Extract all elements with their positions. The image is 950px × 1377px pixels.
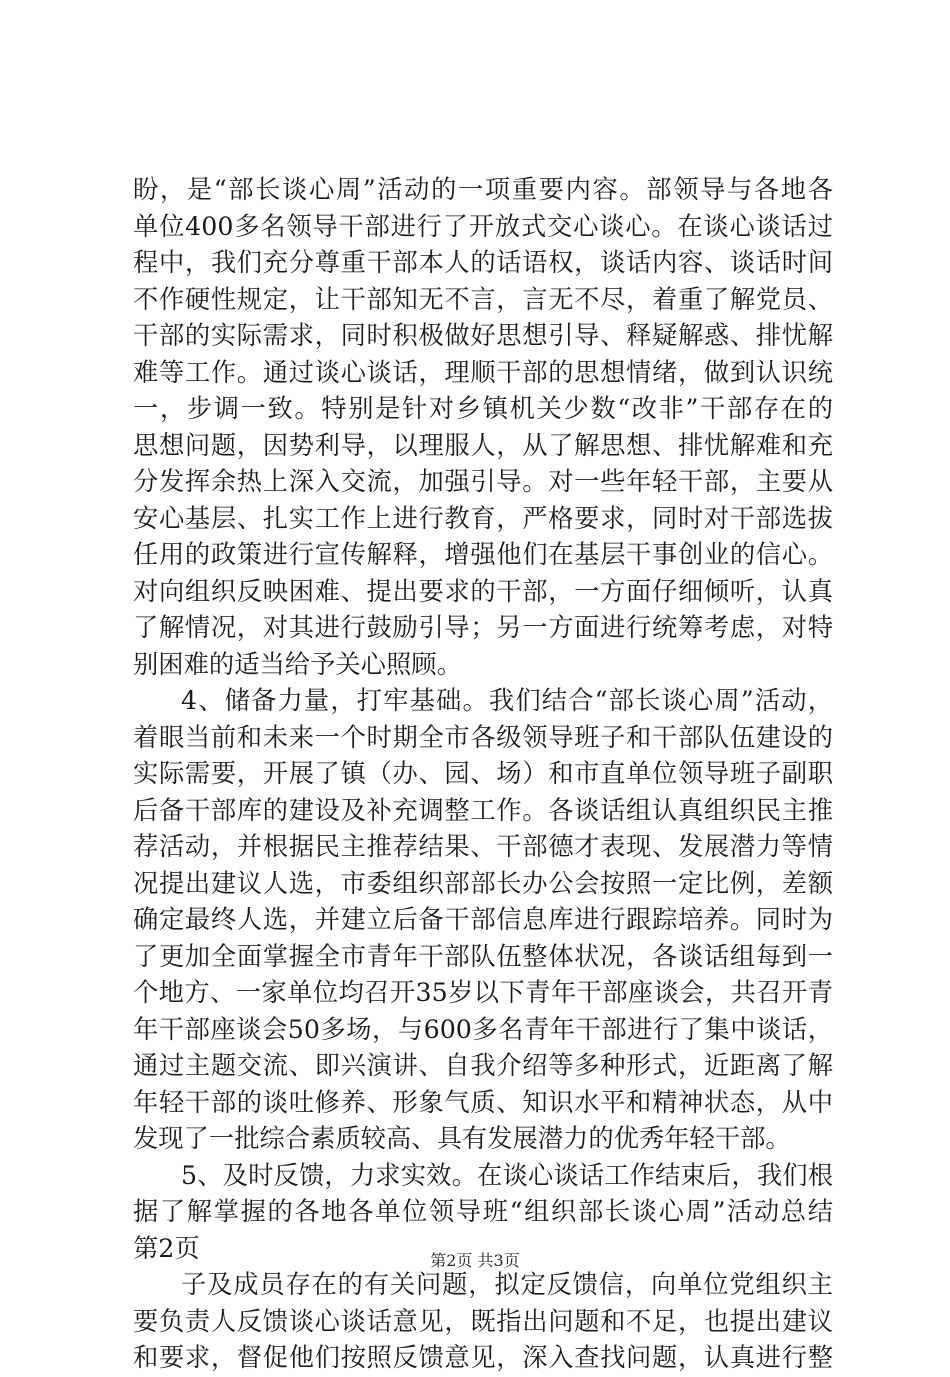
- text-line: 发现了一批综合素质较高、具有发展潜力的优秀年轻干部。: [133, 1124, 791, 1153]
- text-line: 难等工作。通过谈心谈话，理顺干部的思想情绪，做到认识统: [133, 357, 833, 387]
- text-line: 别困难的适当给予关心照顾。: [133, 649, 462, 679]
- text-line: 思想问题，因势利导，以理服人，从了解思想、排忧解难和充: [133, 430, 833, 460]
- text-line: 荐活动，并根据民主推荐结果、干部德才表现、发展潜力等情: [133, 832, 833, 861]
- text-line: 不作硬性规定，让干部知无不言，言无不尽，着重了解党员、: [133, 284, 833, 314]
- text-line: 任用的政策进行宣传解释，增强他们在基层干事创业的信心。: [133, 540, 833, 569]
- text-line: 和要求，督促他们按照反馈意见，深入查找问题，认真进行整: [133, 1343, 833, 1372]
- text-line: 要负责人反馈谈心谈话意见，既指出问题和不足，也提出建议: [133, 1306, 833, 1336]
- text-line: 确定最终人选，并建立后备干部信息库进行跟踪培养。同时为: [133, 905, 833, 934]
- text-line: 据了解掌握的各地各单位领导班“组织部长谈心周”活动总结: [133, 1197, 833, 1226]
- text-line: 分发挥余热上深入交流，加强引导。对一些年轻干部，主要从: [133, 467, 833, 496]
- text-line: 对向组织反映困难、提出要求的干部，一方面仔细倾听，认真: [133, 576, 833, 606]
- page-footer: 第2页 共3页: [430, 1251, 520, 1270]
- text-line: 单位400多名领导干部进行了开放式交心谈心。在谈心谈话过: [133, 211, 833, 241]
- paragraph-start-line: 5、及时反馈，力求实效。在谈心谈话工作结束后，我们根: [181, 1160, 833, 1190]
- text-line: 盼，是“部长谈心周”活动的一项重要内容。部领导与各地各: [133, 175, 833, 204]
- text-line: 一，步调一致。特别是针对乡镇机关少数“改非”干部存在的: [133, 394, 833, 423]
- text-line: 年轻干部的谈吐修养、形象气质、知识水平和精神状态，从中: [133, 1087, 833, 1117]
- text-line: 着眼当前和未来一个时期全市各级领导班子和干部队伍建设的: [133, 722, 833, 752]
- text-line: 后备干部库的建设及补充调整工作。各谈话组认真组织民主推: [133, 795, 833, 825]
- text-line: 程中，我们充分尊重干部本人的话语权，谈话内容、谈话时间: [133, 248, 833, 277]
- text-line: 通过主题交流、即兴演讲、自我介绍等多种形式，近距离了解: [133, 1051, 833, 1080]
- text-line: 个地方、一家单位均召开35岁以下青年干部座谈会，共召开青: [133, 978, 833, 1007]
- text-line: 实际需要，开展了镇（办、园、场）和市直单位领导班子副职: [133, 759, 833, 788]
- page-break-marker: 第2页: [133, 1233, 200, 1263]
- text-line: 了更加全面掌握全市青年干部队伍整体状况，各谈话组每到一: [133, 941, 833, 971]
- text-line: 安心基层、扎实工作上进行教育，严格要求，同时对干部选拔: [133, 503, 833, 533]
- text-line: 了解情况，对其进行鼓励引导；另一方面进行统筹考虑，对特: [133, 613, 833, 642]
- paragraph-start-line: 子及成员存在的有关问题，拟定反馈信，向单位党组织主: [181, 1270, 833, 1299]
- text-line: 干部的实际需求，同时积极做好思想引导、释疑解惑、排忧解: [133, 321, 833, 350]
- body-text: [133, 172, 833, 1377]
- text-line: 况提出建议人选，市委组织部部长办公会按照一定比例，差额: [133, 868, 833, 898]
- paragraph-start-line: 4、储备力量，打牢基础。我们结合“部长谈心周”活动，: [181, 686, 833, 715]
- text-line: 年干部座谈会50多场，与600多名青年干部进行了集中谈话，: [133, 1014, 833, 1044]
